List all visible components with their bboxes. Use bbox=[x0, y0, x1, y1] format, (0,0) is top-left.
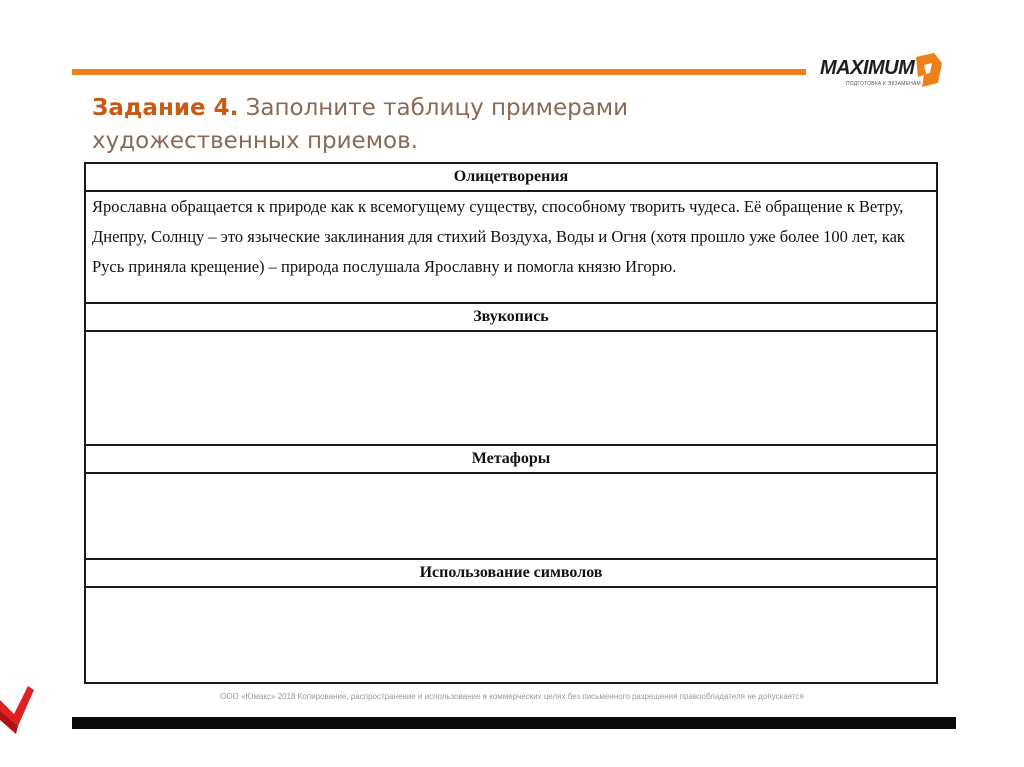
table-row bbox=[85, 163, 937, 191]
table-row bbox=[85, 445, 937, 473]
table-row bbox=[85, 559, 937, 587]
section-body-sound-writing[interactable] bbox=[85, 331, 937, 445]
section-heading-metaphors: Метафоры bbox=[85, 445, 937, 473]
table-row bbox=[85, 587, 937, 683]
section-body-metaphors[interactable] bbox=[85, 473, 937, 559]
copyright-notice: ООО «Юмакс» 2018 Копирование, распространение и использование в коммерческих целях без письменного разрешения правообладателя не допускается bbox=[220, 692, 804, 701]
section-heading-personification: Олицетворения bbox=[85, 163, 937, 191]
maximum-logo bbox=[820, 53, 942, 91]
logo-subtext: ПОДГОТОВКА К ЭКЗАМЕНАМ bbox=[846, 81, 921, 87]
table-row bbox=[85, 331, 937, 445]
techniques-table bbox=[84, 162, 938, 684]
table-row bbox=[85, 303, 937, 331]
section-body-personification[interactable]: Ярославна обращается к природе как к всемогущему существу, способному творить чудеса. Её обращение к Ветру, Днепру, Солнцу – это языческие заклинания для стихий Воздуха, Воды и Огня (хотя прошло уже более 100 лет, как Русь приняла крещение) – природа послушала Ярославну и помогла князю Игорю. bbox=[85, 191, 937, 303]
red-arrow-icon bbox=[0, 680, 34, 740]
title-prefix: Задание 4. bbox=[92, 95, 239, 121]
section-heading-sound-writing: Звукопись bbox=[85, 303, 937, 331]
section-heading-symbols: Использование символов bbox=[85, 559, 937, 587]
bottom-bar bbox=[72, 717, 956, 729]
top-accent-line bbox=[72, 69, 806, 75]
logo-text: MAXIMUM bbox=[820, 57, 915, 79]
title-rest: Заполните таблицу примерами художественных приемов. bbox=[92, 95, 629, 154]
logo-mark-icon bbox=[910, 53, 942, 87]
table-row bbox=[85, 191, 937, 303]
page-title bbox=[92, 92, 792, 158]
section-body-symbols[interactable] bbox=[85, 587, 937, 683]
table-row bbox=[85, 473, 937, 559]
